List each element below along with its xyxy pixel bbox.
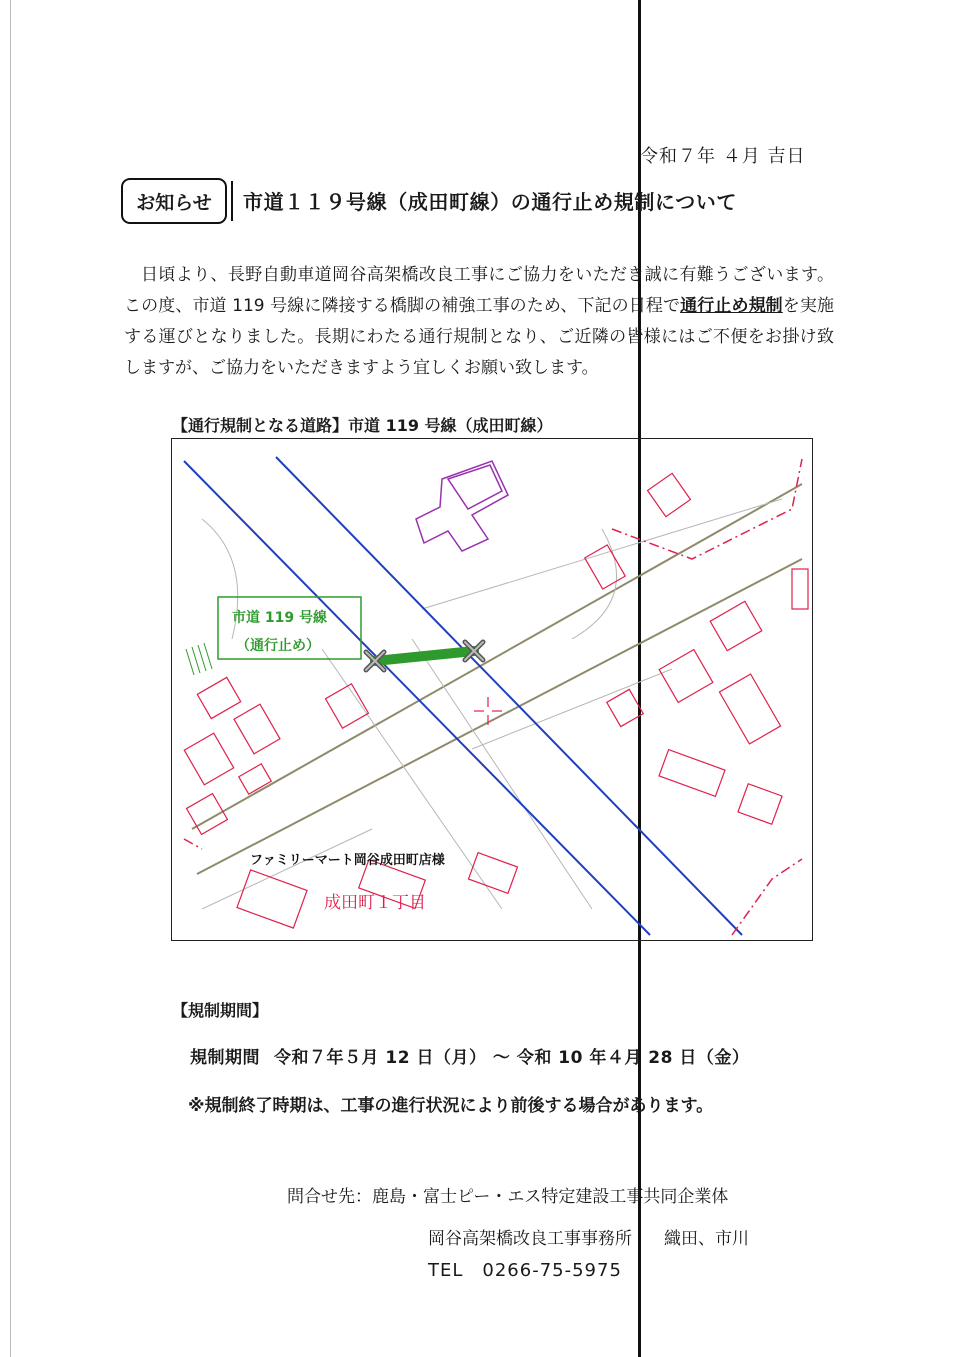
contact-office-line bbox=[428, 1224, 749, 1249]
page-title: 市道１１９号線（成田町線）の通行止め規制について bbox=[243, 190, 737, 214]
period-heading: 【規制期間】 bbox=[172, 1001, 269, 1020]
scan-line-left bbox=[10, 0, 11, 1357]
closure-segment bbox=[375, 651, 474, 661]
contact-persons: 織田、市川 bbox=[664, 1229, 749, 1249]
building-outline bbox=[416, 461, 508, 551]
callout-line2: （通行止め） bbox=[236, 638, 320, 654]
store-label: ファミリーマート岡谷成田町店様 bbox=[250, 853, 445, 868]
callout-line1: 市道 119 号線 bbox=[232, 610, 327, 626]
closure-callout bbox=[218, 597, 361, 659]
crosshair-icon bbox=[474, 697, 502, 725]
contact-tel: TEL 0266-75-5975 bbox=[428, 1260, 622, 1281]
road-map bbox=[171, 438, 813, 941]
issue-date: 令和７年 ４月 吉日 bbox=[640, 146, 806, 167]
notice-badge: お知らせ bbox=[121, 178, 227, 224]
intro-text-after: を実施する運びとなりました。長期にわたる通行規制となり、ご近隣の皆様にはご不便をお掛け致しますが、ご協力をいただきますよう宜しくお願い致します。 bbox=[124, 296, 835, 378]
period-range: 令和７年５月 12 日（月） ～ 令和 10 年４月 28 日（金） bbox=[274, 1048, 750, 1068]
district-label: 成田町１丁目 bbox=[324, 893, 426, 913]
map-heading: 【通行規制となる道路】市道 119 号線（成田町線） bbox=[172, 416, 553, 435]
contact-office: 岡谷高架橋改良工事事務所 bbox=[428, 1229, 632, 1249]
period-line bbox=[190, 1043, 749, 1068]
contact-company: 問合せ先：鹿島・富士ピー・エス特定建設工事共同企業体 bbox=[287, 1187, 729, 1207]
period-note: ※規制終了時期は、工事の進行状況により前後する場合があります。 bbox=[188, 1096, 714, 1116]
intro-paragraph bbox=[124, 260, 834, 384]
intro-emphasis: 通行止め規制 bbox=[680, 296, 783, 316]
intro-text-before: 日頃より、長野自動車道岡谷高架橋改良工事にご協力をいただき誠に有難うございます。この度、市道 119 号線に隣接する橋脚の補強工事のため、下記の日程で bbox=[124, 265, 834, 316]
title-separator bbox=[231, 181, 233, 221]
period-label: 規制期間 bbox=[190, 1048, 260, 1068]
